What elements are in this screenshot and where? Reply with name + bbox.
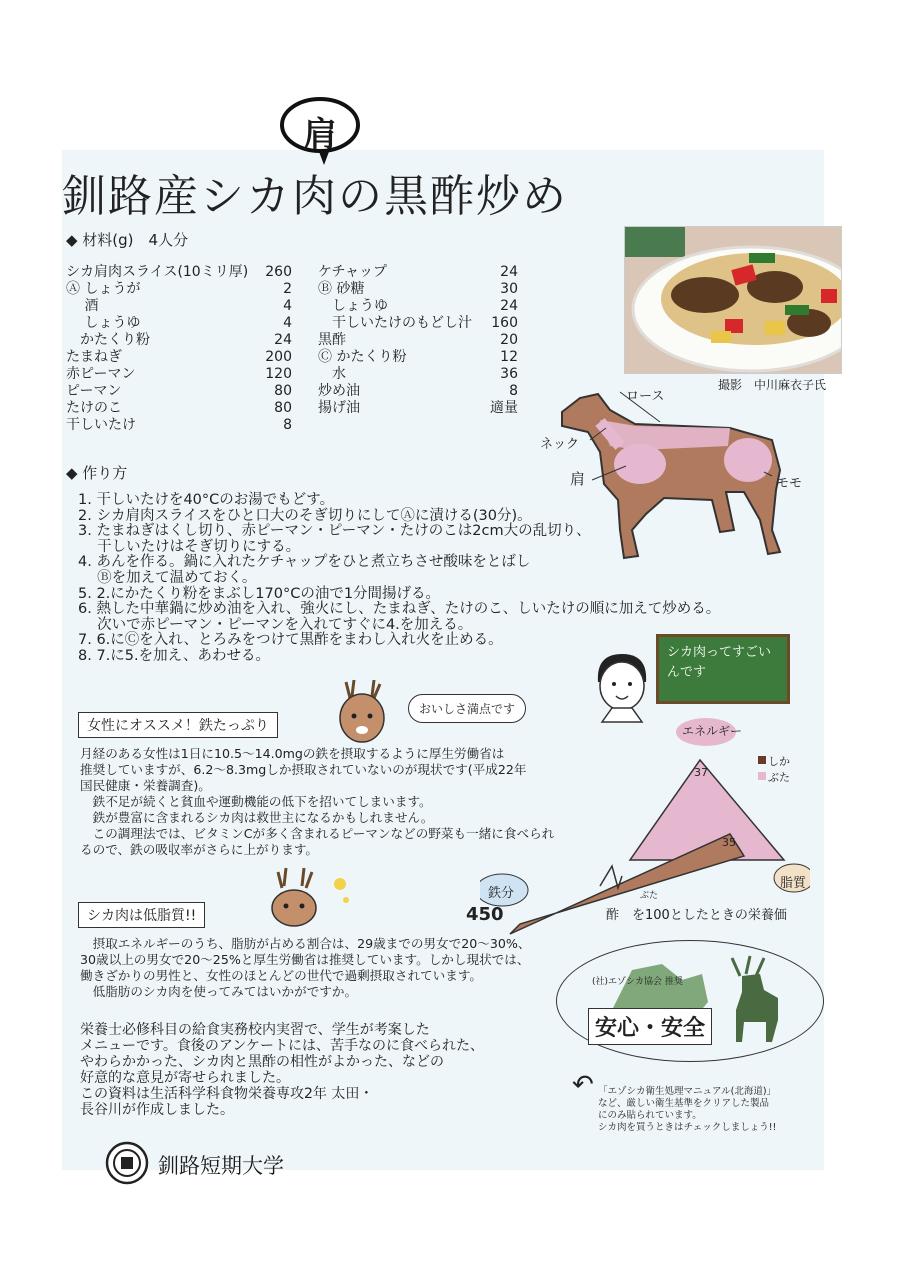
teacher-illustration [588, 648, 658, 724]
iron-line: 推奨していますが、6.2〜8.3mgしか摂取されていないのが現状です(平成22年 [80, 762, 527, 777]
ingredient-row: 炒め油 8 [318, 383, 518, 399]
iron-line: 鉄が豊富に含まれるシカ肉は救世主になるかもしれません。 [80, 810, 434, 825]
iron-line: 月経のある女性は1日に10.5〜14.0mgの鉄を摂取するように厚生労働省は [80, 746, 505, 761]
college-name: 釧路短期大学 [158, 1155, 284, 1178]
method-step: Ⓑを加えて温めておく。 [78, 569, 257, 586]
legend-pig: ぶた [768, 771, 790, 784]
value-35: 35 [722, 836, 736, 849]
ingredient-row: Ⓑ 砂糖 30 [318, 281, 518, 297]
closing-line: やわらかかった、シカ肉と黒酢の相性がよかった、などの [80, 1054, 444, 1070]
ingredient-row: 水 36 [318, 366, 518, 382]
method-step: 4. あんを作る。鍋に入れたケチャップをひと煮立ちさせ酸味をとばし [78, 554, 531, 571]
chalkboard-sign [656, 634, 790, 704]
iron-line: るので、鉄の吸収率がさらに上がります。 [80, 842, 319, 857]
note-line: にのみ貼られています。 [598, 1110, 702, 1121]
deer-mascot-icon [330, 676, 394, 746]
value-450: 450 [466, 904, 504, 925]
method-heading: ◆ 作り方 [66, 464, 128, 482]
closing-line: 好意的な意見が寄せられました。 [80, 1070, 290, 1086]
ingredients-right-list [318, 264, 518, 417]
dish-photo [624, 226, 842, 374]
note-line: 「エゾシカ衛生処理マニュアル(北海道)」 [598, 1086, 777, 1097]
ingredients-left-list [66, 264, 292, 434]
fat-line: 摂取エネルギーのうち、脂肪が占める割合は、29歳までの男女で20〜30%、 [80, 936, 531, 951]
ingredient-row: 黒酢 20 [318, 332, 518, 348]
ingredient-row: 酒 4 [66, 298, 292, 314]
certification-badge: 安心・安全 [588, 1008, 712, 1045]
ingredient-row: たまねぎ 200 [66, 349, 292, 365]
method-step: 1. 干しいたけを40°Cのお湯でもどす。 [78, 492, 335, 508]
ingredient-row: 赤ピーマン 120 [66, 366, 292, 382]
closing-line: この資料は生活科学科食物栄養専攻2年 太田・ [80, 1086, 374, 1102]
certification-org: (社)エゾシカ協会 推奨 [592, 977, 683, 987]
closing-text [80, 1022, 484, 1118]
photo-credit: 撮影 中川麻衣子氏 [718, 378, 827, 392]
method-step: 7. 6.にⒸを入れ、とろみをつけて黒酢をまわし入れ火を止める。 [78, 632, 503, 649]
fat-section-title: シカ肉は低脂質!! [78, 902, 205, 928]
ingredient-row: 揚げ油 適量 [318, 400, 518, 416]
ingredients-heading: ◆ 材料(g) 4人分 [66, 231, 189, 249]
method-step: 3. たまねぎはくし切り、赤ピーマン・ピーマン・たけのこは2cm大の乱切り、 [78, 523, 591, 540]
chalkboard-text: シカ肉ってすごいんです [667, 645, 772, 680]
method-step: 2. シカ肩肉スライスをひと口大のそぎ切りにしてⒶに漬ける(30分)。 [78, 507, 532, 524]
cut-label-shoulder: 肩 [570, 470, 586, 488]
dish-plate-icon [625, 227, 841, 373]
fat-label: 脂質 [780, 876, 807, 891]
note-line: など、厳しい衛生基準をクリアした製品 [598, 1098, 770, 1109]
closing-line: 栄養士必修科目の給食実務校内実習で、学生が考案した [80, 1022, 430, 1038]
ingredient-row: 干しいたけ 8 [66, 417, 292, 433]
cut-label-thigh: モモ [776, 476, 803, 491]
closing-line: メニューです。食後のアンケートには、苦手なのに食べられた、 [80, 1038, 485, 1054]
cut-label-neck: ネック [540, 437, 580, 452]
method-step: 5. 2.にかたくり粉をまぶし170°Cの油で1分間揚げる。 [78, 585, 441, 602]
fat-line: 低脂肪のシカ肉を使ってみてはいかがですか。 [80, 984, 358, 999]
fat-line: 働きざかりの男性と、女性のほとんどの世代で過剰摂取されています。 [80, 968, 482, 983]
note-line: シカ肉を買うときはチェックしましょう!! [598, 1122, 777, 1133]
nutrition-caption: 酢 を100としたときの栄養価 [606, 908, 787, 923]
college-emblem-icon [104, 1140, 150, 1186]
method-step: 8. 7.に5.を加え、あわせる。 [78, 647, 270, 664]
ingredient-row: かたくり粉 24 [66, 332, 292, 348]
iron-label: 鉄分 [488, 886, 515, 901]
cut-label-loin: ロース [626, 389, 665, 404]
ingredient-row: しょうゆ 24 [318, 298, 518, 314]
iron-line: この調理法では、ビタミンCが多く含まれるピーマンなどの野菜も一緒に食べられ [80, 826, 555, 841]
ingredient-row: たけのこ 80 [66, 400, 292, 416]
legend-deer: しか [768, 755, 790, 768]
pig-label: ぶた [640, 891, 659, 901]
deer-speech-bubble: おいしさ満点です [408, 694, 526, 723]
closing-line: 長谷川が作成しました。 [80, 1102, 234, 1118]
ingredient-row: ピーマン 80 [66, 383, 292, 399]
ingredient-row: しょうゆ 4 [66, 315, 292, 331]
fat-line: 30歳以上の男女で20〜25%と厚生労働省は推奨しています。しかし現状では、 [80, 952, 530, 967]
ingredient-row: ケチャップ 24 [318, 264, 518, 280]
method-step: 干しいたけはそぎ切りにする。 [78, 538, 301, 555]
shoulder-badge [278, 95, 362, 163]
ingredient-row: Ⓐ しょうが 2 [66, 281, 292, 297]
value-37: 37 [694, 766, 708, 779]
energy-label: エネルギー [682, 724, 743, 738]
curved-arrow-icon: ↶ [572, 1070, 594, 1100]
certification-note [598, 1086, 776, 1134]
recipe-title: 釧路産シカ肉の黒酢炒め [62, 171, 568, 222]
ingredient-row: シカ肩肉スライス(10ミリ厚) 260 [66, 264, 292, 280]
ingredient-row: Ⓒ かたくり粉 12 [318, 349, 518, 365]
shoulder-badge-text: 肩 [303, 115, 337, 155]
iron-line: 鉄不足が続くと貧血や運動機能の低下を招いてしまいます。 [80, 794, 432, 809]
ingredient-row: 干しいたけのもどし汁 160 [318, 315, 518, 331]
deer-mascot-icon [264, 866, 354, 928]
method-step: 6. 熱した中華鍋に炒め油を入れ、強火にし、たまねぎ、たけのこ、しいたけの順に加えて炒める。 [78, 601, 721, 618]
iron-section-title: 女性にオススメ！鉄たっぷり [78, 712, 278, 738]
fat-section-text [80, 936, 530, 1000]
iron-line: 国民健康・栄養調査)。 [80, 778, 211, 793]
method-step: 次いで赤ピーマン・ピーマンを入れてすぐに4.を加える。 [78, 616, 473, 633]
